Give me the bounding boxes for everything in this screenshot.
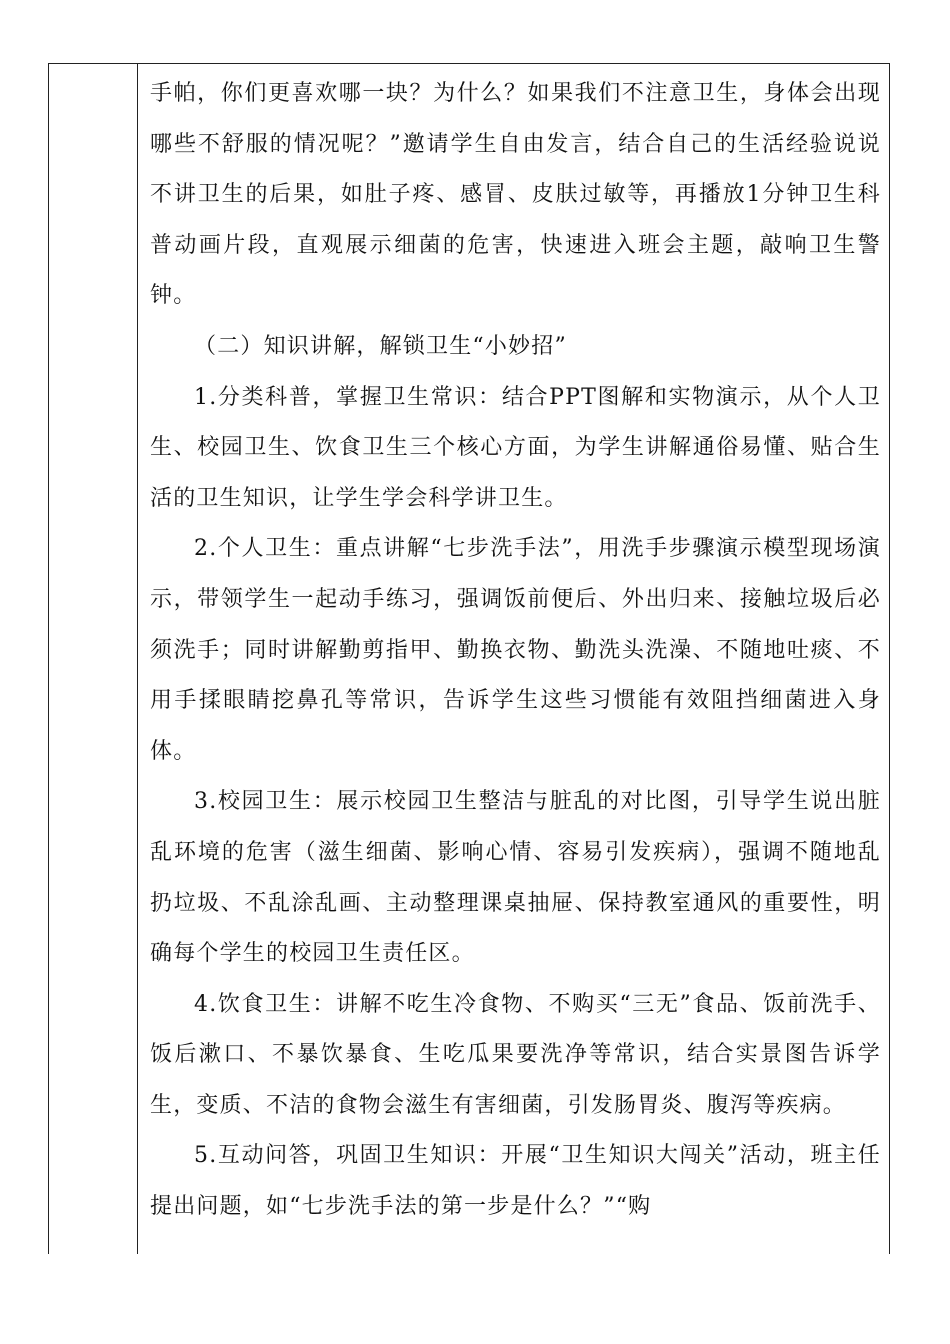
lesson-plan-table [48,63,890,1254]
paragraph-item-3: 3.校园卫生：展示校园卫生整洁与脏乱的对比图，引导学生说出脏乱环境的危害（滋生细菌、影响心情、容易引发疾病），强调不随地乱扔垃圾、不乱涂乱画、主动整理课桌抽屉、保持教室通风的重要性，明确每个学生的校园卫生责任区。 [150,789,881,967]
content-cell [138,64,889,1254]
left-label-cell [49,64,138,1254]
paragraph-intro-continued: 手帕，你们更喜欢哪一块？为什么？如果我们不注意卫生，身体会出现哪些不舒服的情况呢？”邀请学生自由发言，结合自己的生活经验说说不讲卫生的后果，如肚子疼、感冒、皮肤过敏等，再播放1分钟卫生科普动画片段，直观展示细菌的危害，快速进入班会主题，敲响卫生警钟。 [150,81,881,309]
paragraph-item-1: 1.分类科普，掌握卫生常识：结合PPT图解和实物演示，从个人卫生、校园卫生、饮食卫生三个核心方面，为学生讲解通俗易懂、贴合生活的卫生知识，让学生学会科学讲卫生。 [150,384,881,511]
paragraph-item-4: 4.饮食卫生：讲解不吃生冷食物、不购买“三无”食品、饭前洗手、饭后漱口、不暴饮暴食、生吃瓜果要洗净等常识，结合实景图告诉学生，变质、不洁的食物会滋生有害细菌，引发肠胃炎、腹泻等疾病。 [150,991,881,1118]
paragraph-item-5: 5.互动问答，巩固卫生知识：开展“卫生知识大闯关”活动，班主任提出问题，如“七步洗手法的第一步是什么？”“购 [150,1143,881,1220]
paragraph-item-2: 2.个人卫生：重点讲解“七步洗手法”，用洗手步骤演示模型现场演示，带领学生一起动手练习，强调饭前便后、外出归来、接触垃圾后必须洗手；同时讲解勤剪指甲、勤换衣物、勤洗头洗澡、不随地吐痰、不用手揉眼睛挖鼻孔等常识，告诉学生这些习惯能有效阻挡细菌进入身体。 [150,536,881,764]
section-heading-knowledge: （二）知识讲解，解锁卫生“小妙招” [194,333,567,359]
